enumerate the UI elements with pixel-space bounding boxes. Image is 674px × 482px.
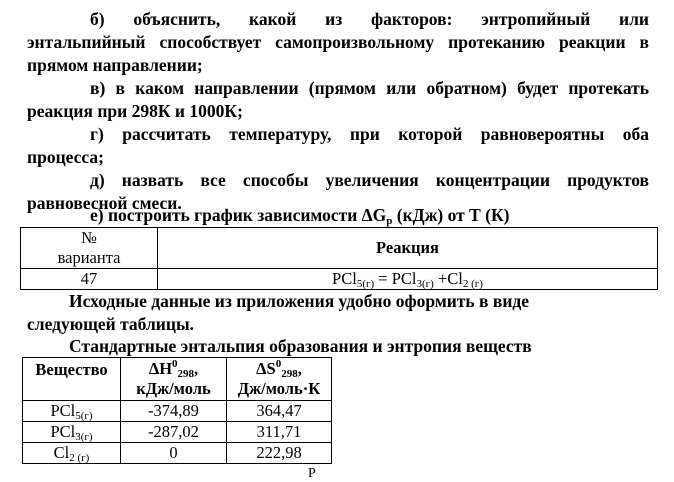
substance: PCl$_{3(г)}$ [23,422,121,443]
task-f: е) построить график зависимости $\Delta G_р$ (кДж) от Т (К) [90,205,510,227]
reaction-equation: $PCl_{5(г)} = PCl_{3(г)} +Cl_{2 (г)}$ [158,269,658,290]
col-entropy: $\Delta S^0_{298}$, Дж/моль·К [227,358,332,401]
substance: PCl$_{5(г)}$ [23,401,121,422]
cut-off-text: Р [308,466,316,481]
variant-number: 47 [21,269,158,290]
table-row [23,443,332,464]
substance: $Cl_{2 (г)}$ [23,443,121,464]
task-c-line1: в) в каком направлении (прямом или обратном) будет протекать [90,78,649,98]
table-row [23,422,332,443]
props-title: Стандартные энтальпия образования и энтропия веществ [69,336,532,356]
task-b-line1: б) объяснить, какой из факторов: энтропийный или [90,9,649,29]
task-e-line2: равновесной смеси. [27,193,182,213]
col-substance: Вещество [23,358,121,401]
task-b-line3: прямом направлении; [27,55,203,75]
note-line1: Исходные данные из приложения удобно оформить в виде [69,291,530,311]
task-e-line1: д) назвать все способы увеличения концентрации продуктов [90,170,649,190]
col-enthalpy: $\Delta H^0_{298}$, кДж/моль [121,358,227,401]
header-reaction: Реакция [158,228,658,269]
enthalpy-value: 0 [121,443,227,464]
entropy-value: 364,47 [227,401,332,422]
task-c-line2: реакция при 298К и 1000К; [27,101,243,121]
task-d-line1: г) рассчитать температуру, при которой равновероятны оба [90,124,649,144]
reaction-table [20,227,658,290]
table-row [23,401,332,422]
task-d-line2: процесса; [27,147,104,167]
properties-table [22,357,332,464]
note-line2: следующей таблицы. [27,314,194,334]
entropy-value: 222,98 [227,443,332,464]
task-b-line2: энтальпийный способствует самопроизвольному протеканию реакции в [27,32,649,52]
enthalpy-value: -374,89 [121,401,227,422]
enthalpy-value: -287,02 [121,422,227,443]
entropy-value: 311,71 [227,422,332,443]
header-variant: № варианта [21,228,158,269]
